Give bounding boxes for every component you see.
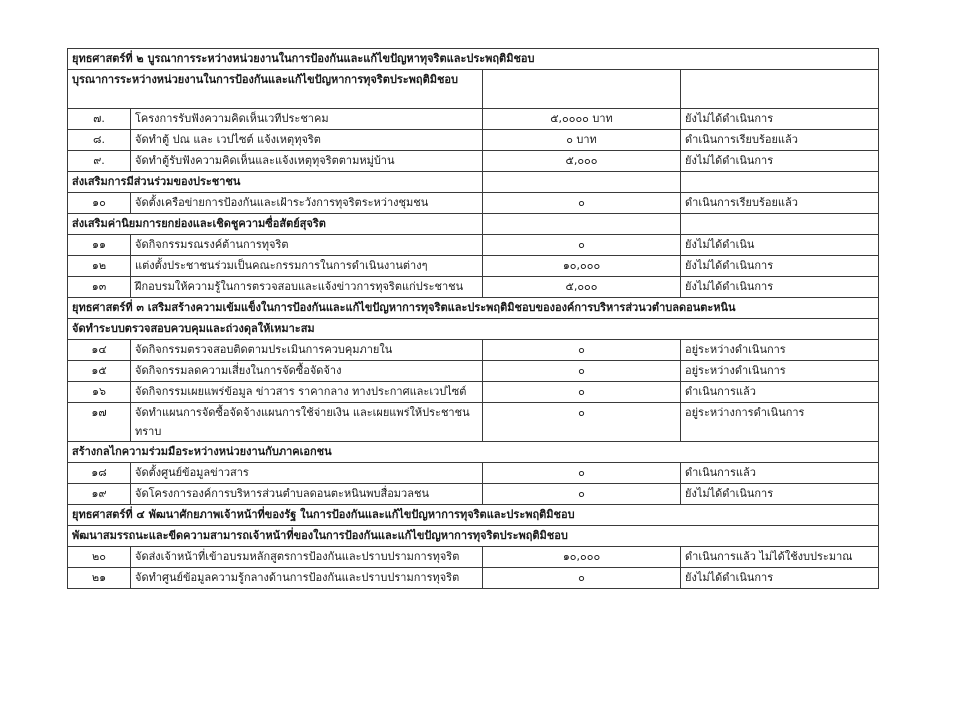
status: ยังไม่ได้ดำเนินการ — [681, 484, 879, 505]
budget: ๑๐,๐๐๐ — [483, 256, 681, 277]
table-row — [68, 193, 879, 214]
table-row — [68, 361, 879, 382]
strategy-row — [68, 49, 879, 70]
row-number: ๒๑ — [68, 568, 131, 589]
group-row — [68, 70, 879, 109]
status: ดำเนินการแล้ว — [681, 382, 879, 403]
table-row — [68, 484, 879, 505]
row-number: ๘. — [68, 130, 131, 151]
row-number: ๑๐ — [68, 193, 131, 214]
table-row — [68, 568, 879, 589]
project-name: จัดทำตู้ ปณ และ เวปไซต์ แจ้งเหตุทุจริต — [131, 130, 483, 151]
project-name: จัดส่งเจ้าหน้าที่เข้าอบรมหลักสูตรการป้องกันและปราบปรามการทุจริต — [131, 547, 483, 568]
group-title: สร้างกลไกความร่วมมือระหว่างหน่วยงานกับภาคเอกชน — [68, 442, 879, 463]
row-number: ๑๔ — [68, 340, 131, 361]
budget: ๐ — [483, 193, 681, 214]
status: ดำเนินการแล้ว ไม่ได้ใช้งบประมาณ — [681, 547, 879, 568]
budget: ๐ — [483, 484, 681, 505]
status: ดำเนินการเรียบร้อยแล้ว — [681, 130, 879, 151]
empty-cell — [483, 70, 681, 109]
strategy-title: ยุทธศาสตร์ที่ ๓ เสริมสร้างความเข้มแข็งในการป้องกันและแก้ไขปัญหาการทุจริตและประพฤติมิชอบขององค์การบริหารส่วนวตำบลดอนตะหนิน — [68, 298, 879, 319]
table-row — [68, 403, 879, 442]
status: อยู่ระหว่างดำเนินการ — [681, 340, 879, 361]
strategy-title: ยุทธศาสตร์ที่ ๒ บูรณาการระหว่างหน่วยงานในการป้องกันและแก้ไขปัญหาทุจริตและประพฤติมิชอบ — [68, 49, 879, 70]
table-row — [68, 235, 879, 256]
status: ดำเนินการแล้ว — [681, 463, 879, 484]
row-number: ๑๘ — [68, 463, 131, 484]
empty-cell — [681, 172, 879, 193]
table-row — [68, 151, 879, 172]
row-number: ๑๕ — [68, 361, 131, 382]
row-number: ๑๒ — [68, 256, 131, 277]
row-number: ๑๗ — [68, 403, 131, 442]
group-row — [68, 526, 879, 547]
project-name: จัดตั้งศูนย์ข้อมูลข่าวสาร — [131, 463, 483, 484]
group-row — [68, 319, 879, 340]
budget: ๐ — [483, 568, 681, 589]
project-name: จัดกิจกรรมรณรงค์ต้านการทุจริต — [131, 235, 483, 256]
status: ยังไม่ได้ดำเนินการ — [681, 109, 879, 130]
empty-cell — [681, 70, 879, 109]
project-name: จัดทำศูนย์ข้อมูลความรู้กลางด้านการป้องกันและปราบปรามการทุจริต — [131, 568, 483, 589]
project-name: จัดทำแผนการจัดซื้อจัดจ้างแผนการใช้จ่ายเงิน และเผยแพร่ให้ประชาชนทราบ — [131, 403, 483, 442]
status: ยังไม่ได้ดำเนิน — [681, 235, 879, 256]
project-name: จัดกิจกรรมตรวจสอบติดตามประเมินการควบคุมภายใน — [131, 340, 483, 361]
group-title: บุรณาการระหว่างหน่วยงานในการป้องกันและแก้ไขปัญหาการทุจริตประพฤติมิชอบ — [68, 70, 483, 109]
project-name: แต่งตั้งประชาชนร่วมเป็นคณะกรรมการในการดำเนินงานต่างๆ — [131, 256, 483, 277]
table-row — [68, 277, 879, 298]
budget: ๐ — [483, 340, 681, 361]
group-row — [68, 172, 879, 193]
status: อยู่ระหว่างการดำเนินการ — [681, 403, 879, 442]
project-name: จัดทำตู้รับฟังความคิดเห็นและแจ้งเหตุทุจริตตามหมู่บ้าน — [131, 151, 483, 172]
row-number: ๙. — [68, 151, 131, 172]
table-row — [68, 340, 879, 361]
group-row — [68, 442, 879, 463]
strategy-title: ยุทธศาสตร์ที่ ๔ พัฒนาศักยภาพเจ้าหน้าที่ของรัฐ ในการป้องกันและแก้ไขปัญหาการทุจริตและประพฤติมิชอบ — [68, 505, 879, 526]
project-name: จัดกิจกรรมเผยแพร่ข้อมูล ข่าวสาร ราคากลาง ทางประกาศและเวปไซต์ — [131, 382, 483, 403]
group-title: ส่งเสริมค่านิยมการยกย่องและเชิดชูความซื่อสัตย์สุจริต — [68, 214, 483, 235]
table-row — [68, 547, 879, 568]
row-number: ๑๑ — [68, 235, 131, 256]
budget: ๐ — [483, 361, 681, 382]
row-number: ๑๙ — [68, 484, 131, 505]
status: ยังไม่ได้ดำเนินการ — [681, 256, 879, 277]
empty-cell — [681, 214, 879, 235]
status: ยังไม่ได้ดำเนินการ — [681, 568, 879, 589]
table-row — [68, 382, 879, 403]
table-row — [68, 463, 879, 484]
budget: ๐ — [483, 463, 681, 484]
budget: ๐ — [483, 235, 681, 256]
anti-corruption-plan-table — [67, 48, 879, 589]
project-name: จัดตั้งเครือข่ายการป้องกันและเฝ้าระวังการทุจริตระหว่างชุมชน — [131, 193, 483, 214]
row-number: ๒๐ — [68, 547, 131, 568]
strategy-row — [68, 505, 879, 526]
strategy-row — [68, 298, 879, 319]
status: อยู่ระหว่างดำเนินการ — [681, 361, 879, 382]
budget: ๐ บาท — [483, 130, 681, 151]
budget: ๐ — [483, 403, 681, 442]
table-row — [68, 109, 879, 130]
empty-cell — [483, 172, 681, 193]
table-row — [68, 256, 879, 277]
row-number: ๑๖ — [68, 382, 131, 403]
status: ดำเนินการเรียบร้อยแล้ว — [681, 193, 879, 214]
budget: ๑๐,๐๐๐ — [483, 547, 681, 568]
row-number: ๑๓ — [68, 277, 131, 298]
project-name: โครงการรับฟังความคิดเห็นเวทีประชาคม — [131, 109, 483, 130]
budget: ๐ — [483, 382, 681, 403]
project-name: จัดโครงการองค์การบริหารส่วนตำบลดอนตะหนินพบสื่อมวลชน — [131, 484, 483, 505]
row-number: ๗. — [68, 109, 131, 130]
project-name: ฝึกอบรมให้ความรู้ในการตรวจสอบและแจ้งข่าวการทุจริตแก่ประชาชน — [131, 277, 483, 298]
status: ยังไม่ได้ดำเนินการ — [681, 277, 879, 298]
group-title: จัดทำระบบตรวจสอบควบคุมและถ่วงดุลให้เหมาะสม — [68, 319, 879, 340]
budget: ๕,๐๐๐๐ บาท — [483, 109, 681, 130]
group-row — [68, 214, 879, 235]
group-title: พัฒนาสมรรถนะและขีดความสามารถเจ้าหน้าที่ของในการป้องกันและแก้ไขปัญหาการทุจริตประพฤติมิชอบ — [68, 526, 879, 547]
budget: ๕,๐๐๐ — [483, 151, 681, 172]
budget: ๕,๐๐๐ — [483, 277, 681, 298]
group-title: ส่งเสริมการมีส่วนร่วมของประชาชน — [68, 172, 483, 193]
project-name: จัดกิจกรรมลดความเสี่ยงในการจัดซื้อจัดจ้าง — [131, 361, 483, 382]
status: ยังไม่ได้ดำเนินการ — [681, 151, 879, 172]
table-row — [68, 130, 879, 151]
empty-cell — [483, 214, 681, 235]
